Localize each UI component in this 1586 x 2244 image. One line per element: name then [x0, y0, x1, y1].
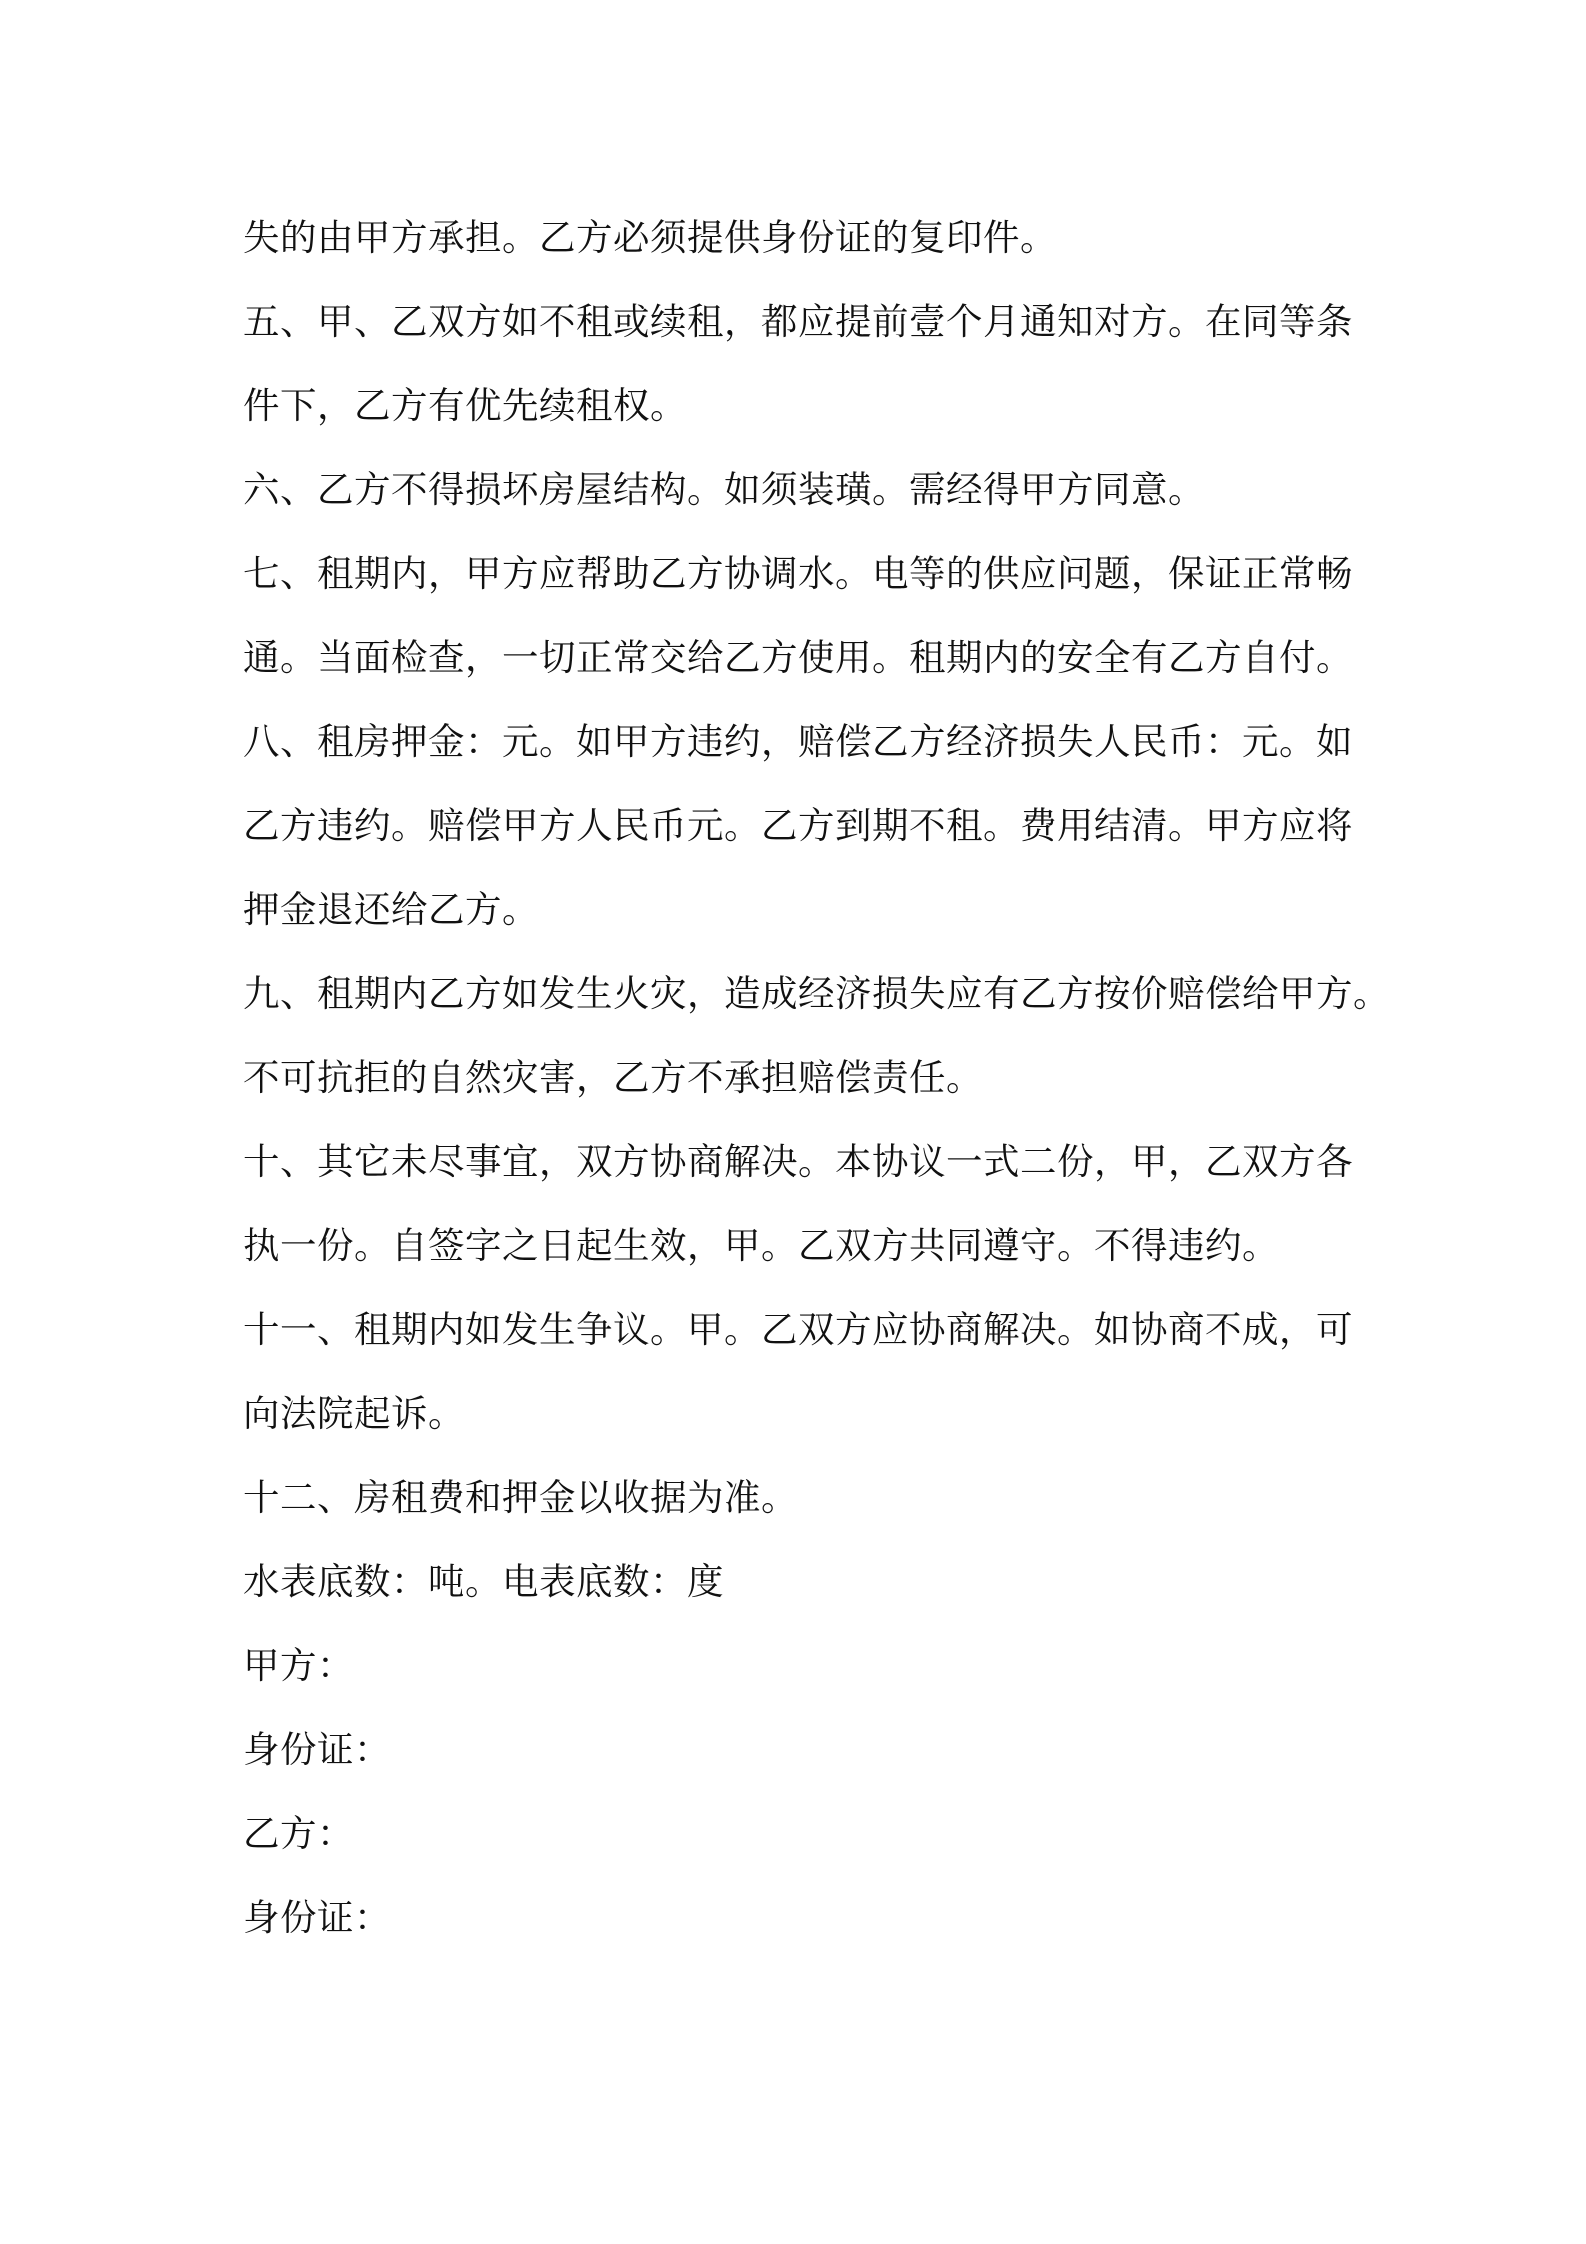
signature-label-party-b: 乙方：	[243, 1812, 354, 1855]
text-line: 十、其它未尽事宜，双方协商解决。本协议一式二份，甲，乙双方各	[243, 1140, 1353, 1183]
signature-label-party-a: 甲方：	[243, 1644, 354, 1687]
text-line: 通。当面检查，一切正常交给乙方使用。租期内的安全有乙方自付。	[243, 636, 1353, 679]
document-body	[243, 196, 1390, 1960]
text-line: 七、租期内，甲方应帮助乙方协调水。电等的供应问题，保证正常畅	[243, 552, 1353, 595]
text-line: 不可抗拒的自然灾害，乙方不承担赔偿责任。	[243, 1056, 983, 1099]
text-line: 八、租房押金：元。如甲方违约，赔偿乙方经济损失人民币：元。如	[243, 720, 1353, 763]
id-label-party-a: 身份证：	[243, 1728, 391, 1771]
text-line: 十一、租期内如发生争议。甲。乙双方应协商解决。如协商不成，可	[243, 1308, 1353, 1351]
text-line: 押金退还给乙方。	[243, 888, 539, 931]
text-line: 十二、房租费和押金以收据为准。	[243, 1476, 798, 1519]
text-line: 件下，乙方有优先续租权。	[243, 384, 687, 427]
text-line: 五、甲、乙双方如不租或续租，都应提前壹个月通知对方。在同等条	[243, 300, 1353, 343]
id-label-party-b: 身份证：	[243, 1896, 391, 1939]
text-line: 失的由甲方承担。乙方必须提供身份证的复印件。	[243, 216, 1057, 259]
text-line: 水表底数：吨。电表底数：度	[243, 1560, 724, 1603]
text-line: 六、乙方不得损坏房屋结构。如须装璜。需经得甲方同意。	[243, 468, 1205, 511]
text-line: 乙方违约。赔偿甲方人民币元。乙方到期不租。费用结清。甲方应将	[243, 804, 1353, 847]
text-line: 向法院起诉。	[243, 1392, 465, 1435]
text-line: 执一份。自签字之日起生效，甲。乙双方共同遵守。不得违约。	[243, 1224, 1279, 1267]
text-line: 九、租期内乙方如发生火灾，造成经济损失应有乙方按价赔偿给甲方。	[243, 972, 1390, 1015]
